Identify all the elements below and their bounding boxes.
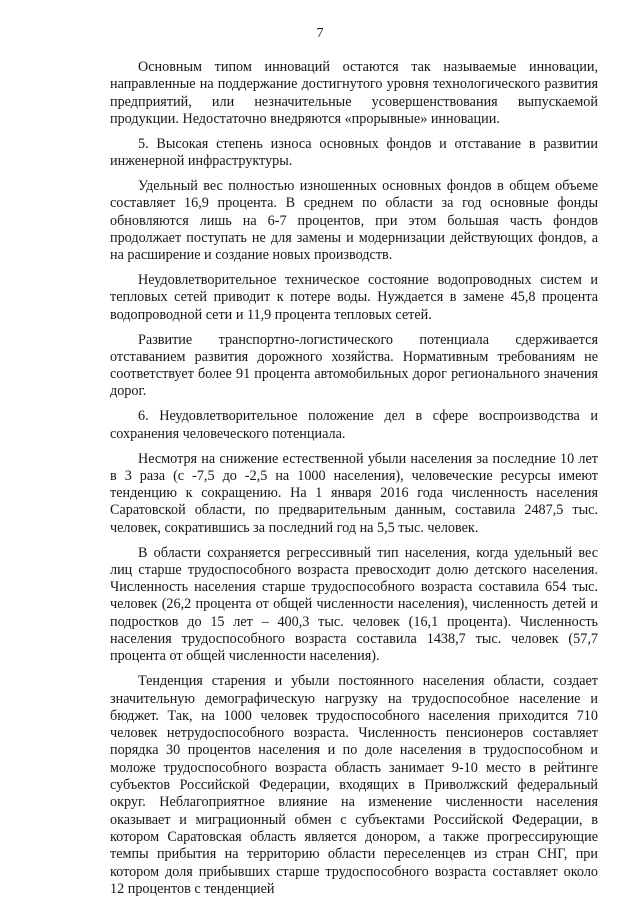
- paragraph: Несмотря на снижение естественной убыли населения за последние 10 лет в 3 раза (с -7,5 до -2,5 на 1000 населения), человеческие ресурсы имеют тенденцию к сокращению. На 1 января 2016 года численность населения Саратовской области, по предварительным данным, составила 2487,5 тыс. человек, сократившись за последний год на 5,5 тыс. человек.: [110, 450, 598, 536]
- paragraph: Тенденция старения и убыли постоянного населения области, создает значительную демографическую нагрузку на трудоспособное население и бюджет. Так, на 1000 человек трудоспособного населения приходится 710 человек нетрудоспособного возраста. Численность пенсионеров составляет порядка 30 процентов населения и по доле населения в трудоспособном и моложе трудоспособного возраста область занимает 9-10 место в рейтинге субъектов Российской Федерации, входящих в Приволжский федеральный округ. Неблагоприятное влияние на изменение численности населения оказывает и миграционный обмен с субъектами Российской Федерации, в котором Саратовская область является донором, а также прогрессирующие темпы прибытия на территорию области переселенцев из стран СНГ, при котором доля прибывших старше трудоспособного возраста составляет около 12 процентов с тенденцией: [110, 673, 598, 897]
- paragraph: 6. Неудовлетворительное положение дел в сфере воспроизводства и сохранения человеческого потенциала.: [110, 408, 598, 442]
- document-body: [110, 59, 598, 906]
- paragraph: Основным типом инноваций остаются так называемые инновации, направленные на поддержание достигнутого уровня технологического развития предприятий, или незначительные усовершенствования выпускаемой продукции. Недостаточно внедряются «прорывные» инновации.: [110, 59, 598, 127]
- paragraph: Удельный вес полностью изношенных основных фондов в общем объеме составляет 16,9 процента. В среднем по области за год основные фонды обновляются лишь на 6-7 процентов, при этом большая часть фондов продолжает поступать не для замены и модернизации действующих фондов, а на расширение и создание новых производств.: [110, 177, 598, 264]
- paragraph: Неудовлетворительное техническое состояние водопроводных систем и тепловых сетей приводит к потере воды. Нуждается в замене 45,8 процента водопроводной сети и 11,9 процента тепловых сетей.: [110, 272, 598, 323]
- paragraph: В области сохраняется регрессивный тип населения, когда удельный вес лиц старше трудоспособного возраста превосходит долю детского населения. Численность населения старше трудоспособного возраста составила 654 тыс. человек (26,2 процента от общей численности населения), численность детей и подростков до 15 лет – 400,3 тыс. человек (16,1 процента). Численность населения трудоспособного возраста составила 1438,7 тыс. человек (57,7 процента от общей численности населения).: [110, 544, 598, 665]
- paragraph: 5. Высокая степень износа основных фондов и отставание в развитии инженерной инфраструктуры.: [110, 135, 598, 170]
- paragraph: Развитие транспортно-логистического потенциала сдерживается отставанием развития дорожного хозяйства. Нормативным требованиям не соответствует более 91 процента автомобильных дорог регионального значения дорог.: [110, 331, 598, 400]
- page-number: 7: [316, 26, 324, 41]
